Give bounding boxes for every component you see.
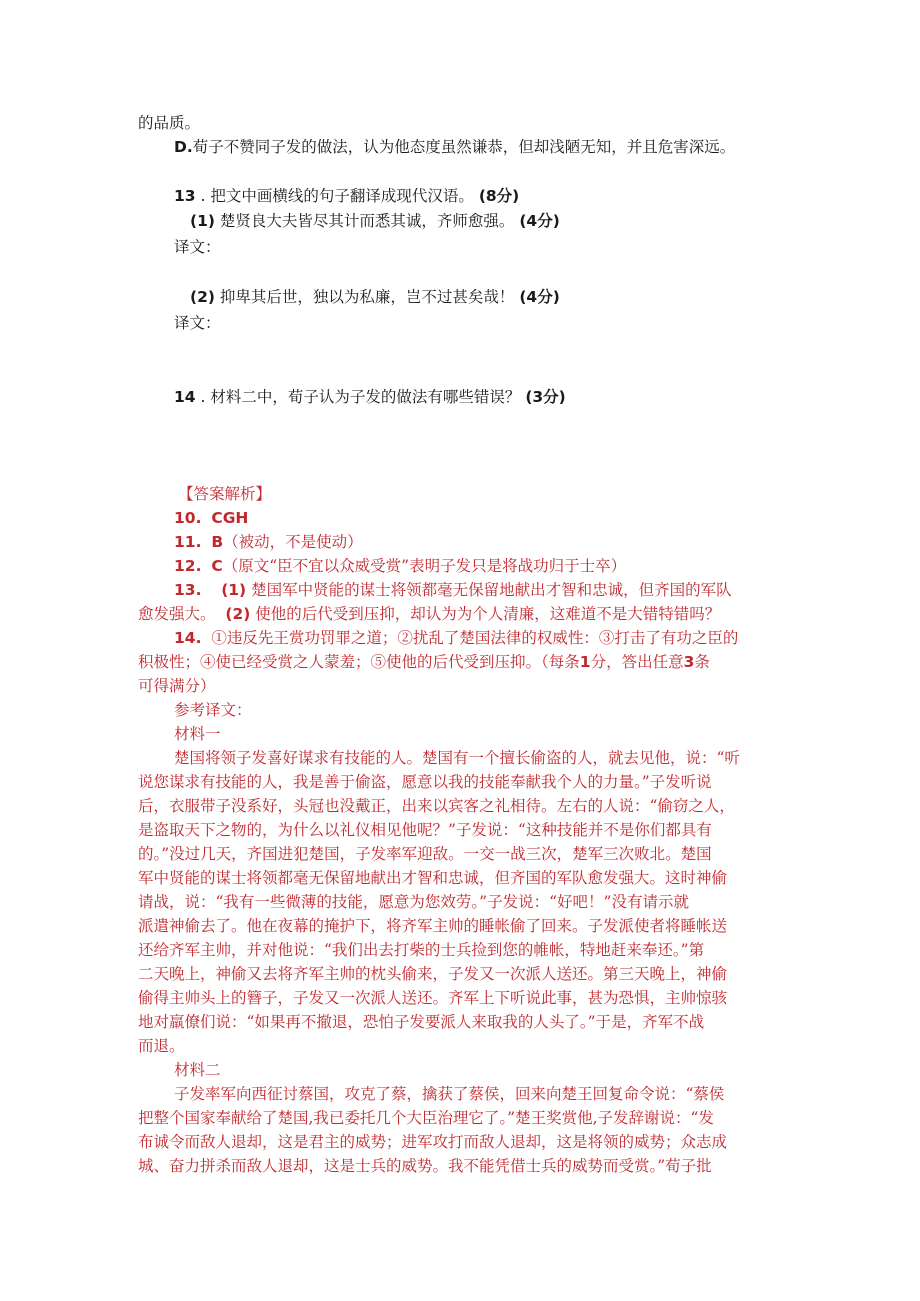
answer-12 [174, 554, 626, 578]
text: 的品质。 [138, 114, 201, 132]
answer-note: （被动，不是使动） [223, 533, 363, 551]
question-number: 13 [174, 187, 196, 205]
text: 而退。 [138, 1037, 185, 1055]
text: 后，衣服带子没系好，头冠也没戴正，出来以宾客之礼相待。左右的人说：“偷窃之人， [138, 797, 735, 815]
answer-14-line3 [138, 674, 216, 698]
m1-line [138, 890, 689, 914]
answer-13-line2 [138, 602, 720, 626]
m1-line [138, 962, 727, 986]
answer-header [178, 482, 271, 506]
question-number: 14 [174, 388, 196, 406]
answer-text: 愈发强大。 [138, 605, 216, 623]
question-13-2 [190, 285, 560, 309]
answer-number: 3 [683, 653, 695, 671]
header-text: 材料一 [174, 725, 221, 743]
header-text: 参考译文： [174, 701, 252, 719]
answer-text: 积极性；④使已经受赏之人蒙羞；⑤使他的后代受到压抑。（每条 [138, 653, 580, 671]
m1-line [138, 794, 735, 818]
sub-number: (1) [221, 581, 247, 599]
m2-line [174, 1082, 724, 1106]
sub-score: (4分) [519, 288, 560, 306]
text: 把整个国家奉献给了楚国,我已委托几个大臣治理它了。”楚王奖赏他,子发辞谢说：“发 [138, 1109, 714, 1127]
m1-line [138, 986, 727, 1010]
option-d [174, 135, 735, 159]
m1-line [174, 746, 740, 770]
m1-line [138, 914, 727, 938]
question-13 [174, 184, 519, 208]
question-score: (3分) [525, 388, 566, 406]
header-text: 【答案解析】 [178, 485, 272, 503]
answer-text: 使他的后代受到压抑，却认为为个人清廉，这难道不是大错特错吗？ [255, 605, 721, 623]
m1-line [138, 842, 712, 866]
text: 偷得主帅头上的簪子，子发又一次派人送还。齐军上下听说此事，甚为恐惧，主帅惊骇 [138, 989, 728, 1007]
m2-line [138, 1154, 712, 1178]
sub-number: (2) [225, 605, 251, 623]
m2-line [138, 1130, 727, 1154]
header-text: 材料二 [174, 1061, 221, 1079]
answer-text: 可得满分） [138, 677, 216, 695]
sub-number: (2) [190, 288, 215, 306]
answer-number: 10. [174, 509, 202, 527]
answer-label-1 [174, 235, 221, 259]
answer-text: 楚国军中贤能的谋士将领都毫无保留地献出才智和忠诚，但齐国的军队 [251, 581, 732, 599]
reference-header [174, 698, 252, 722]
sub-text: 抑卑其后世，独以为私廉，岂不过甚矣哉！ [219, 288, 515, 306]
answer-11 [174, 530, 363, 554]
answer-number: 13. [174, 581, 202, 599]
material-1-header [174, 722, 221, 746]
answer-number: 1 [579, 653, 591, 671]
option-c-tail [138, 111, 200, 135]
question-13-1 [190, 209, 560, 233]
m1-line [138, 770, 712, 794]
sub-number: (1) [190, 212, 215, 230]
answer-number: 12. [174, 557, 202, 575]
m1-line [138, 938, 704, 962]
answer-note: （原文“臣不宜以众威受赏”表明子发只是将战功归于士卒） [222, 557, 627, 575]
text: 的。”没过几天，齐国进犯楚国，子发率军迎敌。一交一战三次，楚军三次败北。楚国 [138, 845, 712, 863]
answer-number: 14. [174, 629, 202, 647]
text: 城、奋力拼杀而敌人退却，这是士兵的威势。我不能凭借士兵的威势而受赏。”荀子批 [138, 1157, 712, 1175]
m1-line [138, 818, 712, 842]
answer-number: 11. [174, 533, 202, 551]
answer-value: CGH [211, 509, 249, 527]
material-2-header [174, 1058, 221, 1082]
answer-label-2 [174, 311, 221, 335]
text: 地对羸僚们说：“如果再不撤退，恐怕子发要派人来取我的人头了。”于是，齐军不战 [138, 1013, 705, 1031]
text: 请战，说：“我有一些微薄的技能，愿意为您效劳。”子发说：“好吧！”没有请示就 [138, 893, 689, 911]
text: 二天晚上，神偷又去将齐军主帅的枕头偷来，子发又一次派人送还。第三天晚上，神偷 [138, 965, 728, 983]
text: 说您谋求有技能的人，我是善于偷盗，愿意以我的技能奉献我个人的力量。”子发听说 [138, 773, 712, 791]
text: 是盗取天下之物的，为什么以礼仪相见他呢？”子发说：“这种技能并不是你们都具有 [138, 821, 712, 839]
question-14 [174, 385, 566, 409]
text: 子发率军向西征讨蔡国，攻克了蔡，擒获了蔡侯，回来向楚王回复命令说：“蔡侯 [174, 1085, 725, 1103]
text: 军中贤能的谋士将领都毫无保留地献出才智和忠诚，但齐国的军队愈发强大。这时神偷 [138, 869, 728, 887]
m1-line [138, 1010, 704, 1034]
sub-score: (4分) [519, 212, 560, 230]
m2-line [138, 1106, 714, 1130]
answer-14-line2 [138, 650, 710, 674]
answer-13-line1 [174, 578, 732, 602]
question-text: . 把文中画横线的句子翻译成现代汉语。 [200, 187, 474, 205]
m1-line [138, 1034, 185, 1058]
option-d-label: D. [174, 138, 193, 156]
text: 布诚令而敌人退却，这是君主的威势；进军攻打而敌人退却，这是将领的威势；众志成 [138, 1133, 728, 1151]
label: 译文： [174, 314, 221, 332]
answer-text: 条 [694, 653, 710, 671]
answer-letter: B [211, 533, 224, 551]
answer-letter: C [211, 557, 223, 575]
sub-text: 楚贤良大夫皆尽其计而悉其诚，齐师愈强。 [219, 212, 515, 230]
text: 派遣神偷去了。他在夜幕的掩护下，将齐军主帅的睡帐偷了回来。子发派使者将睡帐送 [138, 917, 728, 935]
question-score: (8分) [478, 187, 520, 205]
answer-text: ①违反先王赏功罚罪之道；②扰乱了楚国法律的权威性：③打击了有功之臣的 [211, 629, 739, 647]
text: 还给齐军主帅，并对他说：“我们出去打柴的士兵捡到您的帷帐，特地赶来奉还。”第 [138, 941, 705, 959]
m1-line [138, 866, 727, 890]
option-d-text: 荀子不赞同子发的做法，认为他态度虽然谦恭，但却浅陋无知，并且危害深远。 [192, 138, 736, 156]
answer-text: 分，答出任意 [590, 653, 684, 671]
answer-14-line1 [174, 626, 738, 650]
answer-10 [174, 506, 248, 530]
question-text: . 材料二中，荀子认为子发的做法有哪些错误？ [200, 388, 521, 406]
label: 译文： [174, 238, 221, 256]
text: 楚国将领子发喜好谋求有技能的人。楚国有一个擅长偷盗的人，就去见他，说：“听 [174, 749, 740, 767]
